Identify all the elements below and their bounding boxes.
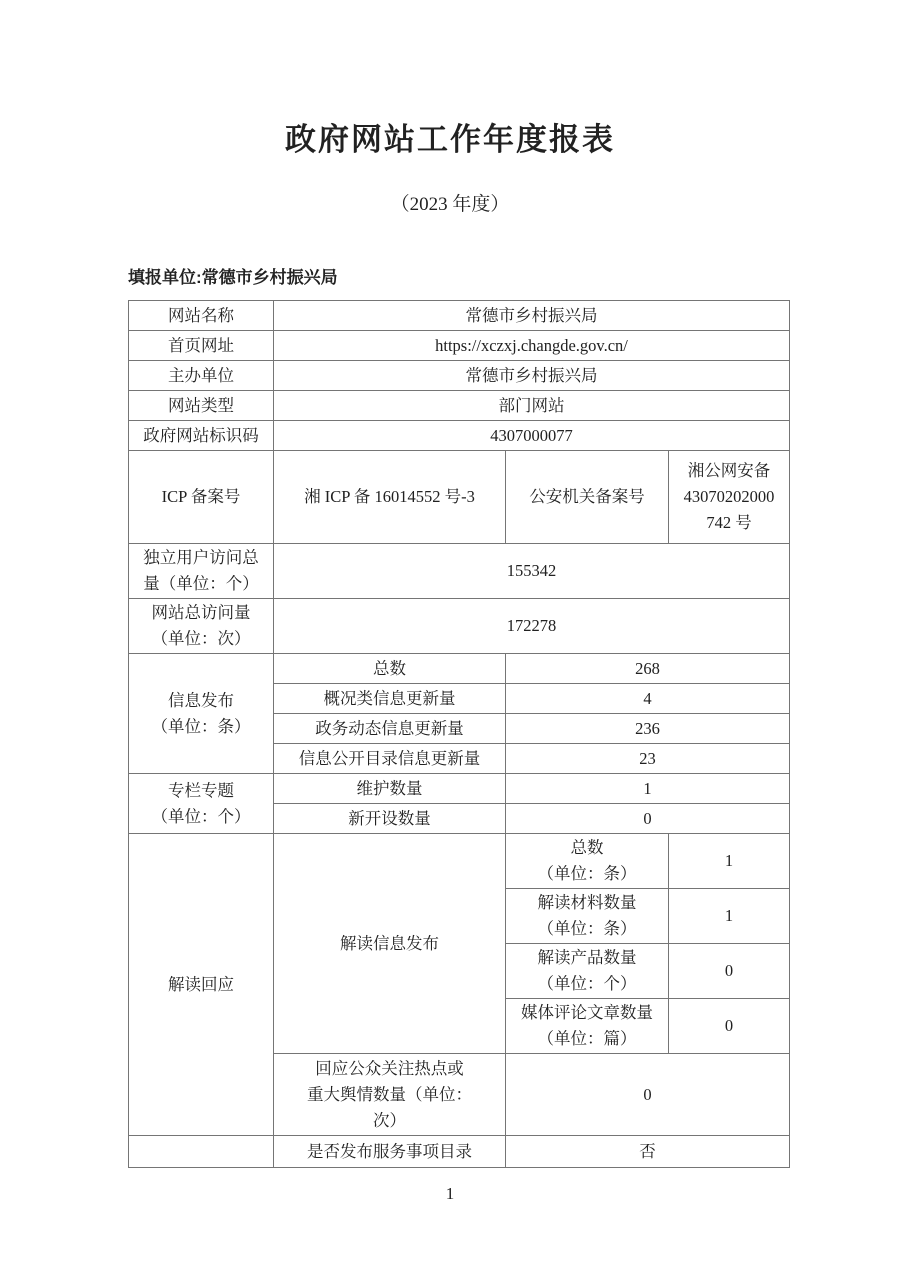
cell-info-overview-value (506, 684, 790, 714)
cell-info-dynamic-value (506, 714, 790, 744)
cell-new-count-value (506, 804, 790, 834)
interp-media-label-line: （单位：篇） (537, 1029, 637, 1048)
cell-info-total-value (506, 654, 790, 684)
maintained-count-label: 维护数量 (356, 778, 423, 798)
info-total-value: 268 (635, 658, 660, 678)
info-overview-label: 概况类信息更新量 (323, 688, 456, 708)
total-visits-label-line: （单位：次） (151, 629, 251, 648)
page-number: 1 (445, 1184, 455, 1203)
cell-interp-material-value (669, 889, 790, 944)
cell-interp-product-value (669, 944, 790, 999)
site-type-value: 部门网站 (498, 395, 565, 415)
cell-police-record-value (669, 451, 790, 544)
site-type-label: 网站类型 (168, 395, 234, 415)
info-dynamic-value: 236 (635, 718, 660, 738)
cell-service-catalog-value (506, 1136, 790, 1168)
cell-total-visits-value (274, 599, 790, 654)
cell-interp-total-value (669, 834, 790, 889)
cell-info-total-label (274, 654, 506, 684)
interp-total-value: 1 (724, 851, 734, 870)
cell-unique-visitors-label (129, 544, 274, 599)
interp-product-label-line: （单位：个） (537, 974, 637, 993)
cell-site-id-label (129, 421, 274, 451)
info-publish-group-line: 信息发布 (168, 690, 234, 710)
table-row (129, 451, 790, 544)
cell-home-url-value (274, 331, 790, 361)
cell-site-type-label (129, 391, 274, 421)
home-url-value: https://xczxj.changde.gov.cn/ (435, 335, 628, 355)
cell-site-type-value (274, 391, 790, 421)
report-title: 政府网站工作年度报表 (285, 122, 615, 157)
table-row (129, 1136, 790, 1168)
hotspot-label-line: 回应公众关注热点或 (315, 1058, 464, 1078)
icp-label: ICP 备案号 (161, 487, 241, 506)
table-row (129, 599, 790, 654)
site-id-value: 4307000077 (490, 425, 573, 445)
annual-report-table (128, 300, 790, 1168)
cell-organizer-value (274, 361, 790, 391)
cell-info-catalog-label (274, 744, 506, 774)
cell-site-name-value (274, 301, 790, 331)
cell-new-count-label (274, 804, 506, 834)
info-overview-value: 4 (643, 688, 652, 708)
table-row (129, 361, 790, 391)
police-record-value-line: 43070202000 (683, 487, 775, 506)
cell-site-name-label (129, 301, 274, 331)
police-record-label: 公安机关备案号 (529, 487, 645, 506)
interp-total-label-line: 总数 (570, 838, 604, 857)
cell-hotspot-label (274, 1054, 506, 1136)
cell-maintained-count-label (274, 774, 506, 804)
cell-icp-value (274, 451, 506, 544)
organizer-label: 主办单位 (168, 365, 234, 385)
new-count-value: 0 (643, 808, 652, 828)
table-row (129, 834, 790, 889)
cell-info-overview-label (274, 684, 506, 714)
report-subtitle: （2023 年度） (390, 194, 510, 215)
interp-media-value: 0 (724, 1016, 734, 1035)
interp-material-label-line: 解读材料数量 (537, 893, 637, 912)
service-catalog-label: 是否发布服务事项目录 (307, 1141, 472, 1161)
special-columns-group-line: （单位：个） (151, 806, 251, 826)
cell-interp-media-value (669, 999, 790, 1054)
hotspot-label-line: 重大舆情数量（单位： (307, 1084, 472, 1104)
interpretation-group-label: 解读回应 (168, 974, 234, 994)
total-visits-label-line: 网站总访问量 (151, 603, 251, 622)
cell-site-id-value (274, 421, 790, 451)
info-dynamic-label: 政务动态信息更新量 (315, 718, 464, 738)
maintained-count-value: 1 (643, 778, 652, 798)
new-count-label: 新开设数量 (348, 808, 431, 828)
info-catalog-label: 信息公开目录信息更新量 (298, 748, 481, 768)
service-catalog-value: 否 (639, 1141, 656, 1161)
site-id-label: 政府网站标识码 (143, 425, 259, 445)
interp-total-label-line: （单位：条） (537, 864, 637, 883)
cell-interp-media-label (506, 999, 669, 1054)
table-row (129, 301, 790, 331)
site-name-label: 网站名称 (168, 305, 234, 325)
cell-home-url-label (129, 331, 274, 361)
unique-visitors-value: 155342 (506, 561, 557, 580)
organizer-value: 常德市乡村振兴局 (465, 365, 598, 385)
interp-material-value: 1 (724, 906, 734, 925)
unique-visitors-label-line: 量（单位：个） (143, 574, 259, 593)
info-total-label: 总数 (373, 658, 406, 678)
cell-empty (129, 1136, 274, 1168)
table-row (129, 654, 790, 684)
hotspot-value: 0 (643, 1084, 652, 1104)
cell-interp-material-label (506, 889, 669, 944)
cell-unique-visitors-value (274, 544, 790, 599)
info-catalog-value: 23 (639, 748, 656, 768)
hotspot-label-line: 次） (373, 1110, 406, 1130)
table-row (129, 544, 790, 599)
table-row (129, 774, 790, 804)
cell-interp-total-label (506, 834, 669, 889)
special-columns-group-line: 专栏专题 (168, 780, 234, 800)
reporting-unit-label: 填报单位:常德市乡村振兴局 (128, 268, 338, 287)
cell-info-publish-group (129, 654, 274, 774)
interpretation-publish-label: 解读信息发布 (340, 933, 439, 953)
cell-police-record-label (506, 451, 669, 544)
table-row (129, 331, 790, 361)
interp-product-label-line: 解读产品数量 (537, 948, 637, 967)
total-visits-value: 172278 (506, 616, 557, 635)
police-record-value-line: 湘公网安备 (687, 461, 771, 480)
table-row (129, 421, 790, 451)
cell-info-dynamic-label (274, 714, 506, 744)
cell-total-visits-label (129, 599, 274, 654)
interp-product-value: 0 (724, 961, 734, 980)
site-name-value: 常德市乡村振兴局 (465, 305, 598, 325)
info-publish-group-line: （单位：条） (151, 716, 251, 736)
cell-hotspot-value (506, 1054, 790, 1136)
table-row (129, 391, 790, 421)
cell-info-catalog-value (506, 744, 790, 774)
cell-special-columns-group (129, 774, 274, 834)
unique-visitors-label-line: 独立用户访问总 (143, 548, 259, 567)
cell-interpretation-group (129, 834, 274, 1136)
cell-organizer-label (129, 361, 274, 391)
cell-icp-label (129, 451, 274, 544)
interp-material-label-line: （单位：条） (537, 919, 637, 938)
cell-service-catalog-label (274, 1136, 506, 1168)
cell-interp-product-label (506, 944, 669, 999)
interp-media-label-line: 媒体评论文章数量 (521, 1003, 653, 1022)
home-url-label: 首页网址 (168, 335, 234, 355)
cell-interpretation-publish (274, 834, 506, 1054)
icp-value: 湘 ICP 备 16014552 号-3 (304, 487, 475, 506)
cell-maintained-count-value (506, 774, 790, 804)
police-record-value-line: 742 号 (706, 513, 752, 532)
